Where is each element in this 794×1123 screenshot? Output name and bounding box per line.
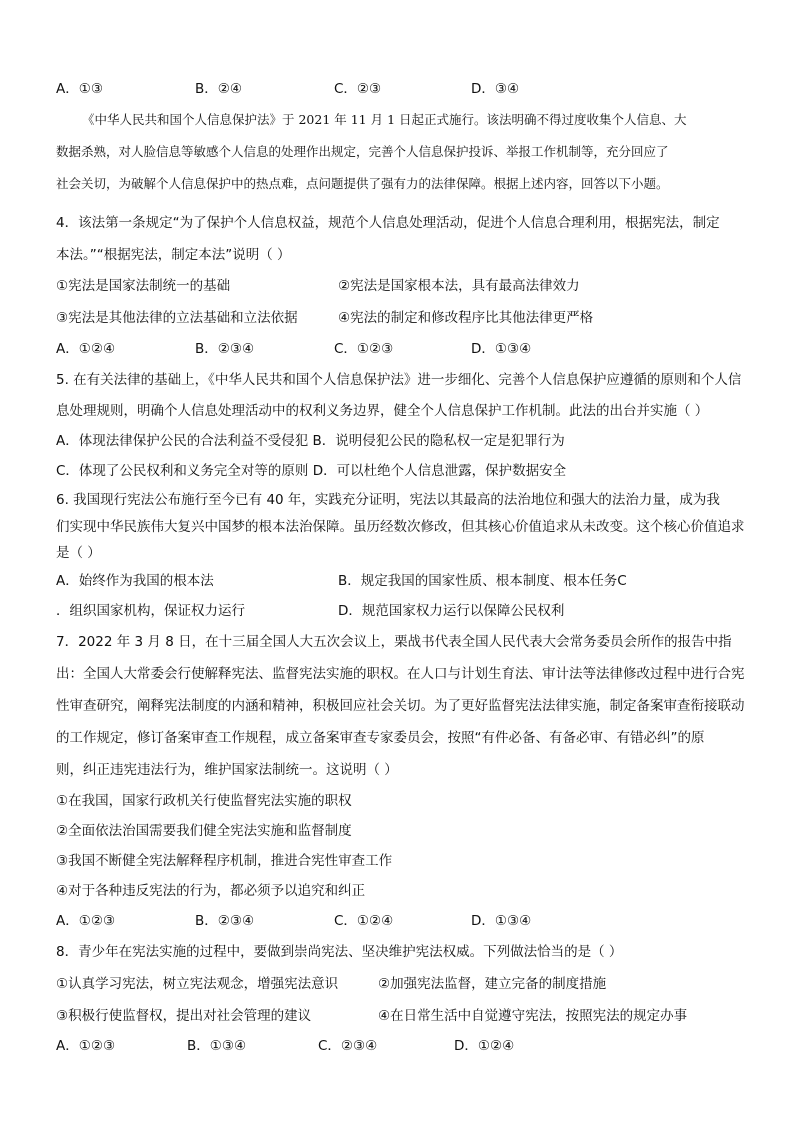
q4-statement-1: ①宪法是国家法制统一的基础 — [56, 278, 231, 294]
q4-option-c: C．①②③ — [334, 341, 394, 357]
question-4 — [56, 206, 746, 364]
question-8 — [56, 936, 746, 1060]
q7-stem-line-4: 的工作规定，修订备案审查工作规程，成立备案审查专家委员会，按照“有件必备、有备必审、有错必纠”的原 — [56, 730, 705, 746]
question-5 — [56, 364, 746, 486]
passage-line-2: 数据杀熟，对人脸信息等敏感个人信息的处理作出规定，完善个人信息保护投诉、举报工作机制等，充分回应了 — [56, 144, 669, 159]
passage-line-1: 《中华人民共和国个人信息保护法》于 2021 年 11 月 1 日起正式施行。该法明确不得过度收集个人信息、大 — [82, 112, 687, 127]
q5-options-row-2: C．体现了公民权利和义务完全对等的原则 D．可以杜绝个人信息泄露，保护数据安全 — [56, 463, 567, 479]
q8-statements-row-2 — [56, 1000, 746, 1032]
q7-statement-4: ④对于各种违反宪法的行为，都必须予以追究和纠正 — [56, 883, 366, 899]
q6-options-row-2 — [56, 596, 746, 626]
q4-stem-line-2: 本法。”“根据宪法，制定本法”说明（ ） — [56, 247, 291, 263]
q7-options — [56, 906, 746, 936]
q3-option-d: D．③④ — [471, 81, 520, 97]
q4-option-a: A．①②④ — [56, 341, 116, 357]
q4-statements-row-2 — [56, 302, 746, 334]
q8-stem: 8．青少年在宪法实施的过程中，要做到崇尚宪法、坚决维护宪法权威。下列做法恰当的是（ ） — [56, 944, 623, 960]
question-6 — [56, 486, 746, 626]
q7-statement-1: ①在我国，国家行政机关行使监督宪法实施的职权 — [56, 793, 352, 809]
q3-option-a: A．①③ — [56, 81, 103, 97]
q8-statements-row-1 — [56, 968, 746, 1000]
q3-option-c: C．②③ — [334, 81, 382, 97]
q8-option-a: A．①②③ — [56, 1038, 116, 1054]
q7-statement-2: ②全面依法治国需要我们健全宪法实施和监督制度 — [56, 823, 352, 839]
q6-option-a: A．始终作为我国的根本法 — [56, 573, 214, 589]
q4-option-b: B．②③④ — [195, 341, 255, 357]
q6-option-d: D．规范国家权力运行以保障公民权利 — [338, 603, 565, 619]
q8-statement-1: ①认真学习宪法，树立宪法观念，增强宪法意识 — [56, 976, 339, 992]
q8-statement-4: ④在日常生活中自觉遵守宪法，按照宪法的规定办事 — [378, 1008, 688, 1024]
q4-statement-2: ②宪法是国家根本法，具有最高法律效力 — [338, 278, 580, 294]
q7-stem-line-5: 则，纠正违宪违法行为，维护国家法制统一。这说明（ ） — [56, 762, 398, 778]
q4-statements-row-1 — [56, 270, 746, 302]
q4-option-d: D．①③④ — [471, 341, 532, 357]
reading-passage — [56, 104, 746, 200]
q7-option-b: B．②③④ — [195, 913, 255, 929]
q7-option-d: D．①③④ — [471, 913, 532, 929]
q5-stem-line-2: 息处理规则，明确个人信息处理活动中的权利义务边界，健全个人信息保护工作机制。此法的出台并实施（ ） — [56, 403, 709, 419]
q6-options-row-1 — [56, 566, 746, 596]
q7-stem-line-1: 7．2022 年 3 月 8 日，在十三届全国人大五次会议上，栗战书代表全国人民代表大会常务委员会所作的报告中指 — [56, 634, 732, 650]
q6-stem-line-2: 们实现中华民族伟大复兴中国梦的根本法治保障。虽历经数次修改，但其核心价值追求从未改变。这个核心价值追求 — [56, 519, 745, 535]
q4-options — [56, 334, 746, 364]
q8-statement-2: ②加强宪法监督，建立完备的制度措施 — [378, 976, 607, 992]
q7-statement-3: ③我国不断健全宪法解释程序机制，推进合宪性审查工作 — [56, 853, 393, 869]
q7-option-a: A．①②③ — [56, 913, 116, 929]
q3-options — [56, 74, 746, 104]
q8-options — [56, 1032, 746, 1060]
q6-option-b: B．规定我国的国家性质、根本制度、根本任务C — [338, 573, 627, 589]
exam-page — [56, 74, 746, 1060]
q3-option-b: B．②④ — [195, 81, 242, 97]
q7-stem-line-2: 出：全国人大常委会行使解释宪法、监督宪法实施的职权。在人口与计划生育法、审计法等法律修改过程中进行合宪 — [56, 666, 745, 682]
question-7 — [56, 626, 746, 936]
q6-stem-line-1: 6. 我国现行宪法公布施行至今已有 40 年，实践充分证明，宪法以其最高的法治地位和强大的法治力量，成为我 — [56, 492, 720, 508]
q6-option-c: ．组织国家机构，保证权力运行 — [56, 603, 245, 619]
q8-option-d: D．①②④ — [454, 1038, 515, 1054]
q6-stem-line-3: 是（ ） — [56, 545, 101, 561]
q8-option-b: B．①③④ — [187, 1038, 247, 1054]
q7-stem-line-3: 性审查研究，阐释宪法制度的内涵和精神，积极回应社会关切。为了更好监督宪法法律实施，制定备案审查衔接联动 — [56, 698, 745, 714]
q5-stem-line-1: 5. 在有关法律的基础上，《中华人民共和国个人信息保护法》进一步细化、完善个人信息保护应遵循的原则和个人信 — [56, 372, 742, 388]
q4-statement-4: ④宪法的制定和修改程序比其他法律更严格 — [338, 310, 594, 326]
q4-statement-3: ③宪法是其他法律的立法基础和立法依据 — [56, 310, 298, 326]
q8-option-c: C．②③④ — [318, 1038, 378, 1054]
q7-option-c: C．①②④ — [334, 913, 394, 929]
passage-line-3: 社会关切，为破解个人信息保护中的热点难，点问题提供了强有力的法律保障。根据上述内容，回答以下小题。 — [56, 176, 669, 191]
q8-statement-3: ③积极行使监督权，提出对社会管理的建议 — [56, 1008, 312, 1024]
q4-stem-line-1: 4．该法第一条规定“为了保护个人信息权益，规范个人信息处理活动，促进个人信息合理利用，根据宪法，制定 — [56, 215, 720, 231]
q5-options-row-1: A．体现法律保护公民的合法利益不受侵犯 B．说明侵犯公民的隐私权一定是犯罪行为 — [56, 433, 565, 449]
